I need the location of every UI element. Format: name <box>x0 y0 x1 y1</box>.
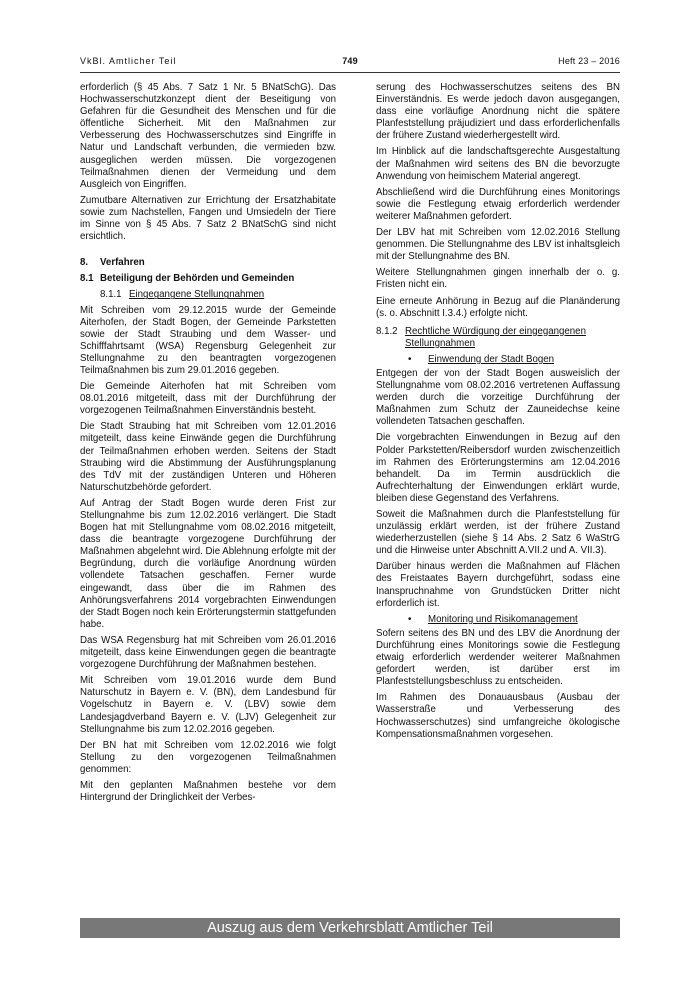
paragraph: Die Gemeinde Aiterhofen hat mit Schreiben vom 08.01.2016 mitgeteilt, dass mit der Durchführung der vorgezogenen Teilmaßnahmen Einverständnis besteht. <box>80 381 336 417</box>
paragraph: Das WSA Regensburg hat mit Schreiben vom 26.01.2016 mitgeteilt, dass keine Einwendungen gegen die beantragte vorgezogene Durchführung der Maßnahmen bestehen. <box>80 634 336 671</box>
paragraph: Sofern seitens des BN und des LBV die Anordnung der Durchführung eines Monitorings sowie die Festlegung etwaig erforderlich werdender weiterer Maßnahmen gefordert werden, ist darüber erst im Planfeststellungsbeschluss zu entscheiden. <box>376 627 620 688</box>
bullet-title: Monitoring und Risikomanagement <box>428 613 578 625</box>
paragraph: erforderlich (§ 45 Abs. 7 Satz 1 Nr. 5 BNatSchG). Das Hochwasserschutzkonzept dient der Beseitigung von Gefahren für die Gesundheit des Menschen und für die öffentliche Sicherheit. Mit den Maßnahmen zur Verbesserung des Hochwasserschutzes sind Eingriffe in Natur und Landschaft verbunden, die vermieden bzw. ausgeglichen werden müssen. Die vorgezogenen Teilmaßnahmen dienen der Vermeidung und dem Ausgleich von Eingriffen. <box>80 82 336 190</box>
paragraph: Mit den geplanten Maßnahmen bestehe vor dem Hintergrund der Dringlichkeit der Verbes- <box>80 779 336 804</box>
paragraph: Der BN hat mit Schreiben vom 12.02.2016 wie folgt Stellung zu den vorgezogenen Teilmaßnahmen genommen: <box>80 739 336 775</box>
paragraph: Im Hinblick auf die landschaftsgerechte Ausgestaltung der Maßnahmen wird seitens des BN die bevorzugte Anwendung von heimischem Material angeregt. <box>376 146 620 182</box>
paragraph: Zumutbare Alternativen zur Errichtung der Ersatzhabitate sowie zum Nachstellen, Fangen und Umsiedeln der Tiere im Sinne von § 45 Abs. 7 Satz 2 BNatSchG sind nicht ersichtlich. <box>80 194 336 243</box>
page-number: 749 <box>342 56 358 66</box>
paragraph: Darüber hinaus werden die Maßnahmen auf Flächen des Freistaates Bayern durchgeführt, sodass eine Inanspruchnahme von Grundstücken Dritter nicht erforderlich ist. <box>376 561 620 609</box>
paragraph: Mit Schreiben vom 19.01.2016 wurde dem Bund Naturschutz in Bayern e. V. (BN), dem Landesbund für Vogelschutz in Bayern e. V. (LBV) sowie dem Landesjagdverband Bayern e. V. (LJV) Gelegenheit zur Stellungnahme bis zum 12.02.2016 gegeben. <box>80 675 336 735</box>
paragraph: Weitere Stellungnahmen gingen innerhalb der o. g. Fristen nicht ein. <box>376 267 620 291</box>
bullet-icon: • <box>408 353 412 365</box>
paragraph: Abschließend wird die Durchführung eines Monitorings sowie die Festlegung etwaig erforderlich werdender weiterer Maßnahmen gefordert. <box>376 186 620 222</box>
paragraph: Die Stadt Straubing hat mit Schreiben vom 12.01.2016 mitgeteilt, dass keine Einwände gegen die Durchführung der Teilmaßnahmen erhoben werden. Seitens der Stadt Straubing wird die Abstimmung der Ausführungsplanung des TdV mit der zuständigen Unteren und Höheren Naturschutzbehörde gefordert. <box>80 421 336 493</box>
header-rule <box>80 72 620 73</box>
section-heading-8-1-2: 8.1.2 Rechtliche Würdigung der eingegangenen Stellungnahmen <box>376 325 586 349</box>
paragraph: Eine erneute Anhörung in Bezug auf die Planänderung (s. o. Abschnitt I.3.4.) erfolgte nicht. <box>376 295 620 319</box>
publication-title: VkBl. Amtlicher Teil <box>80 56 177 66</box>
paragraph: Mit Schreiben vom 29.12.2015 wurde der Gemeinde Aiterhofen, der Stadt Bogen, der Gemeinde Parkstetten sowie der Stadt Straubing und dem Wasser- und Schifffahrtsamt (WSA) Regensburg Gelegenheit zur Stellungnahme zu den beantragten vorgezogenen Teilmaßnahmen bis zum 29.01.2016 gegeben. <box>80 304 336 376</box>
paragraph: Soweit die Maßnahmen durch die Planfeststellung für unzulässig erklärt werden, ist der frühere Zustand wiederherzustellen (siehe § 14 Abs. 2 Satz 6 WaStrG und die Hinweise unter Abschnitt A.VII.2 und A. VII.3). <box>376 509 620 557</box>
section-heading-8-1: 8.1 Beteiligung der Behörden und Gemeinden <box>80 273 295 285</box>
left-column <box>80 82 336 808</box>
section-heading-8: 8. Verfahren <box>80 257 145 269</box>
right-column <box>376 82 620 745</box>
bullet-icon: • <box>408 613 412 625</box>
paragraph: Die vorgebrachten Einwendungen in Bezug auf den Polder Parkstetten/Reibersdorf wurden zwischenzeitlich im Rahmen des Erörterungstermins am 12.04.2016 behandelt. Da im Termin ausdrücklich die Aufrechterhaltung der Einwendungen erklärt wurde, bleiben diese Gegenstand des Verfahrens. <box>376 432 620 504</box>
bullet-item <box>408 614 620 626</box>
paragraph: Der LBV hat mit Schreiben vom 12.02.2016 Stellung genommen. Die Stellungnahme des LBV ist inhaltsgleich mit der Stellungnahme des BN. <box>376 227 620 263</box>
issue-label: Heft 23 – 2016 <box>558 56 620 66</box>
bullet-title: Einwendung der Stadt Bogen <box>428 353 555 365</box>
bullet-item <box>408 354 620 366</box>
paragraph: Im Rahmen des Donauausbaus (Ausbau der Wasserstraße und Verbesserung des Hochwasserschutzes) sind umfangreiche ökologische Kompensationsmaßnahmen vorgesehen. <box>376 692 620 740</box>
section-heading-8-1-1: 8.1.1 Eingegangene Stellungnahmen <box>100 289 265 301</box>
page-header <box>80 56 620 70</box>
paragraph: serung des Hochwasserschutzes seitens des BN Einverständnis. Es werde jedoch davon ausgegangen, dass eine vorläufige Anordnung nicht die spätere Planfeststellung präjudiziert und dass erforderlichenfalls der frühere Zustand wiederhergestellt wird. <box>376 82 620 142</box>
footer-banner: Auszug aus dem Verkehrsblatt Amtlicher Teil <box>80 918 620 938</box>
paragraph: Auf Antrag der Stadt Bogen wurde deren Frist zur Stellungnahme bis zum 12.02.2016 verlängert. Die Stadt Bogen hat mit Stellungnahme vom 08.02.2016 mitgeteilt, dass die beantragte vorgezogene Durchführung der Maßnahmen abgelehnt wird. Die Ablehnung erfolgte mit der Begründung, durch die vorläufige Anordnung würden vollendete Tatsachen geschaffen. Ferner wurde eingewandt, dass über die im Rahmen des Anhörungsverfahrens 2014 vorgebrachten Einwendungen der Stadt Bogen noch kein Erörterungstermin stattgefunden habe. <box>80 497 336 630</box>
paragraph: Entgegen der von der Stadt Bogen ausweislich der Stellungnahme vom 08.02.2016 vertretenen Auffassung werden durch die vorzeitige Durchführung der Maßnahmen zum Schutz der Zauneidechse keine vollendeten Tatsachen geschaffen. <box>376 367 620 428</box>
